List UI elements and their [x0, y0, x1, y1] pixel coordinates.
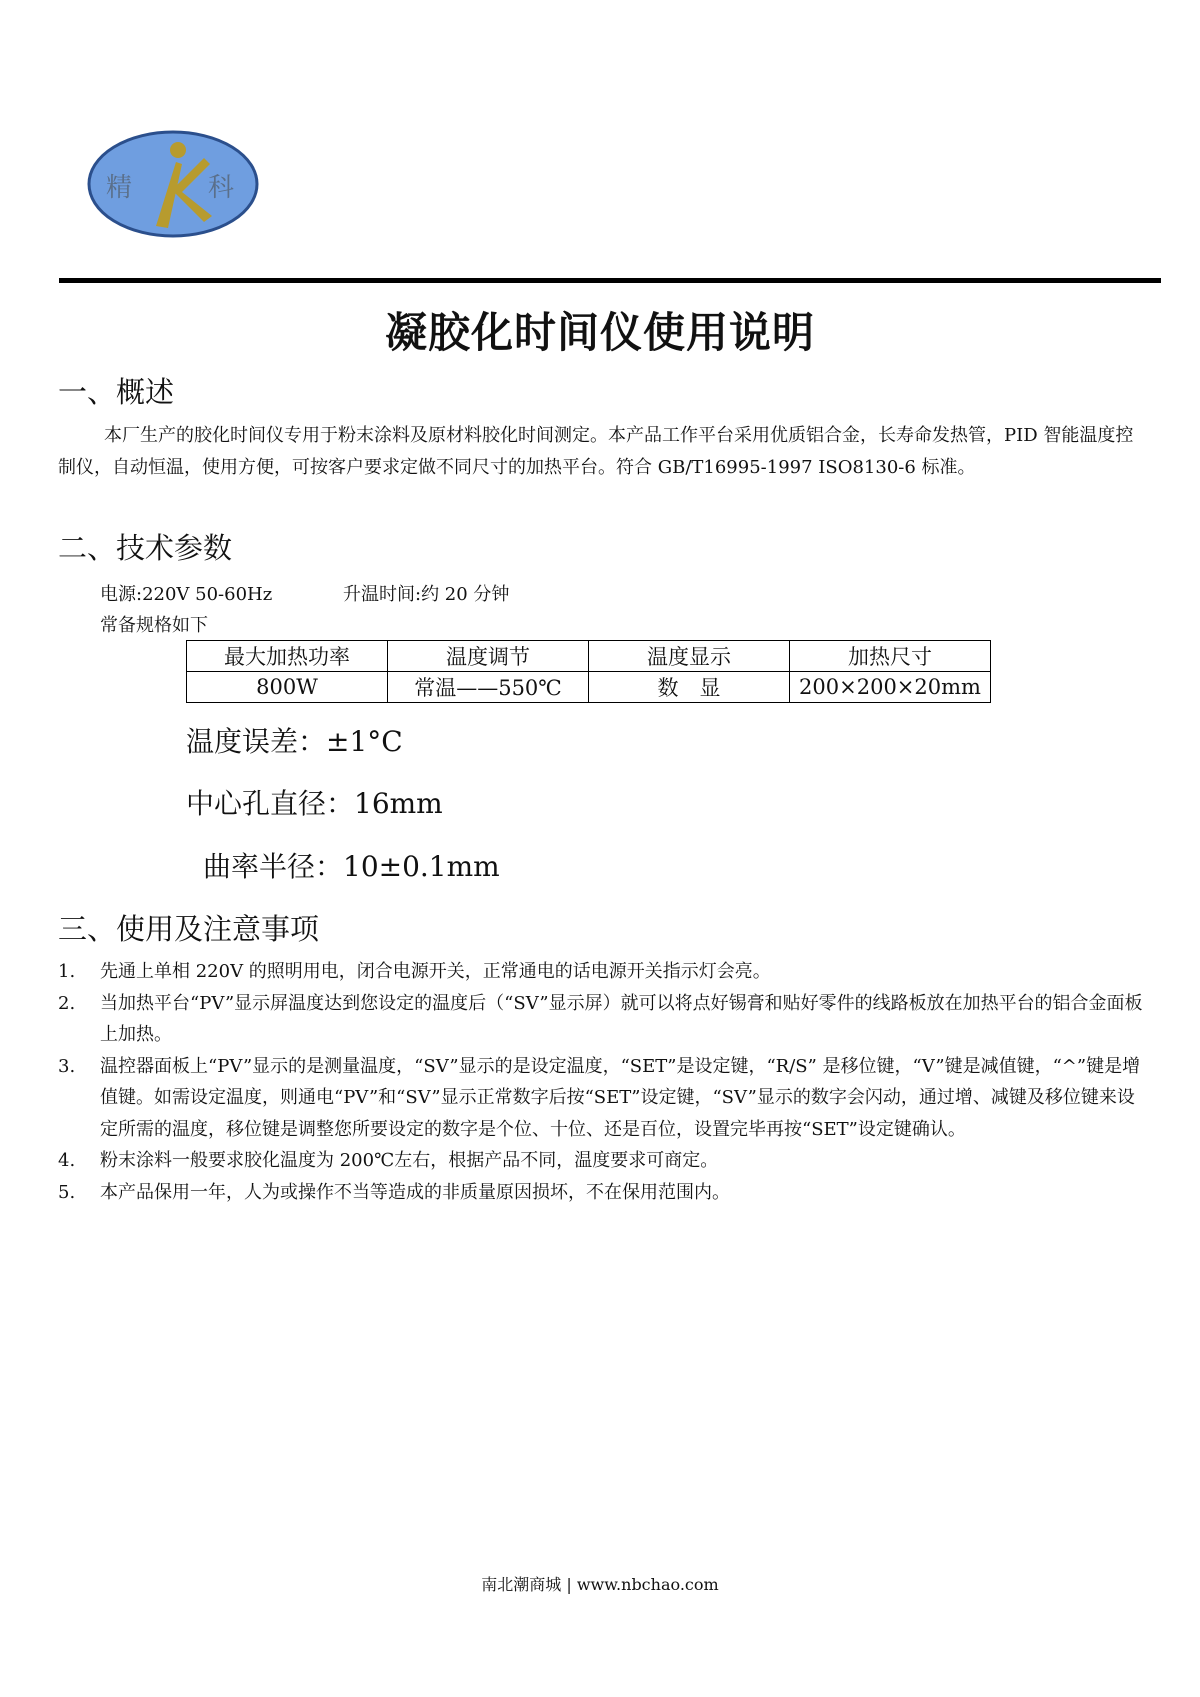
list-item	[58, 1145, 1148, 1177]
header-rule	[59, 278, 1161, 283]
usage-list	[58, 956, 1148, 1208]
list-item	[58, 1051, 1148, 1146]
footer-text: 南北潮商城 | www.nbchao.com	[481, 1575, 719, 1594]
item-number: 4.	[58, 1150, 76, 1171]
spec-intro: 常备规格如下	[100, 615, 208, 636]
section-heading-overview: 一、概述	[58, 375, 175, 409]
item-text: 当加热平台“PV”显示屏温度达到您设定的温度后（“SV”显示屏）就可以将点好锡膏和贴好零件的线路板放在加热平台的铝合金面板上加热。	[100, 992, 1143, 1045]
table-header: 温度显示	[589, 641, 790, 672]
curvature-radius: 曲率半径：10±0.1mm	[203, 850, 500, 883]
logo-right-char: 科	[208, 173, 235, 203]
section-heading-usage: 三、使用及注意事项	[58, 912, 320, 946]
table-header: 温度调节	[388, 641, 589, 672]
list-item	[58, 988, 1148, 1051]
item-text: 粉末涂料一般要求胶化温度为 200℃左右，根据产品不同，温度要求可商定。	[100, 1150, 719, 1171]
item-text: 温控器面板上“PV”显示的是测量温度，“SV”显示的是设定温度，“SET”是设定键，“R/S” 是移位键，“V”键是减值键，“^”键是增值键。如需设定温度，则通电“PV”和“SV”显示正常数字后按“SET”设定键，“SV”显示的数字会闪动，通过增、减键及移位键来设定所需的温度，移位键是调整您所要设定的数字是个位、十位、还是百位，设置完毕再按“SET”设定键确认。	[100, 1055, 1141, 1140]
page-title: 凝胶化时间仪使用说明	[384, 308, 815, 357]
company-logo	[86, 128, 260, 240]
item-number: 1.	[58, 961, 76, 982]
temp-error: 温度误差：±1°C	[186, 725, 403, 758]
table-cell: 800W	[187, 672, 388, 703]
item-number: 3.	[58, 1055, 76, 1077]
table-cell: 200×200×20mm	[790, 672, 991, 703]
table-header: 最大加热功率	[187, 641, 388, 672]
table-header: 加热尺寸	[790, 641, 991, 672]
power-spec: 电源:220V 50-60Hz	[100, 584, 273, 605]
logo-left-char: 精	[106, 173, 133, 203]
spec-table	[186, 640, 991, 703]
item-text: 本产品保用一年，人为或操作不当等造成的非质量原因损坏，不在保用范围内。	[100, 1181, 730, 1203]
item-text: 先通上单相 220V 的照明用电，闭合电源开关，正常通电的话电源开关指示灯会亮。	[100, 961, 771, 982]
table-header-row	[187, 641, 991, 672]
table-row	[187, 672, 991, 703]
item-number: 5.	[58, 1181, 76, 1203]
overview-paragraph: 本厂生产的胶化时间仪专用于粉末涂料及原材料胶化时间测定。本产品工作平台采用优质铝合金，长寿命发热管，PID 智能温度控制仪，自动恒温，使用方便，可按客户要求定做不同尺寸的加热平台。符合 GB/T16995-1997 ISO8130-6 标准。	[58, 425, 1134, 478]
list-item	[58, 956, 1148, 988]
section-heading-specs: 二、技术参数	[58, 531, 233, 565]
hole-diameter: 中心孔直径：16mm	[186, 787, 443, 820]
table-cell: 常温——550℃	[388, 672, 589, 703]
item-number: 2.	[58, 992, 76, 1014]
heatup-time: 升温时间:约 20 分钟	[343, 584, 510, 605]
table-cell: 数 显	[589, 672, 790, 703]
list-item	[58, 1177, 1148, 1209]
